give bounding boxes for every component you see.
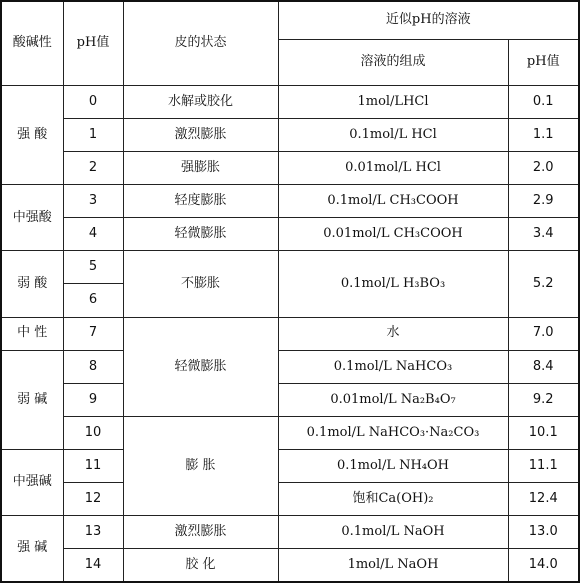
table-row	[1, 85, 579, 118]
value-cell: 13.0	[508, 516, 579, 549]
table-row	[1, 152, 579, 185]
value-cell: 9.2	[508, 383, 579, 416]
solution-cell: 0.01mol/L HCl	[278, 152, 508, 185]
solution-cell: 0.1mol/L H₃BO₃	[278, 251, 508, 317]
solution-cell: 0.01mol/L CH₃COOH	[278, 218, 508, 251]
value-cell: 12.4	[508, 483, 579, 516]
solution-cell: 0.1mol/L NaOH	[278, 516, 508, 549]
state-cell: 膨 胀	[123, 416, 278, 515]
table-row	[1, 449, 579, 482]
table-row	[1, 416, 579, 449]
ph-cell: 8	[63, 350, 123, 383]
ph2-header: pH值	[508, 39, 579, 85]
composition-header: 溶液的组成	[278, 39, 508, 85]
state-header: 皮的状态	[123, 1, 278, 85]
solution-cell: 水	[278, 317, 508, 350]
ph-cell: 10	[63, 416, 123, 449]
ph-cell: 12	[63, 483, 123, 516]
value-cell: 8.4	[508, 350, 579, 383]
state-cell: 水解或胶化	[123, 85, 278, 118]
value-cell: 0.1	[508, 85, 579, 118]
table-row	[1, 251, 579, 284]
table-row	[1, 383, 579, 416]
table-row	[1, 317, 579, 350]
state-cell: 胶 化	[123, 549, 278, 582]
ph-cell: 6	[63, 284, 123, 317]
ph-header: pH值	[63, 1, 123, 85]
solution-cell: 1mol/L NaOH	[278, 549, 508, 582]
solution-cell: 饱和Ca(OH)₂	[278, 483, 508, 516]
ph-cell: 0	[63, 85, 123, 118]
table-row	[1, 549, 579, 582]
approx-solution-header: 近似pH的溶液	[278, 1, 579, 39]
solution-cell: 0.1mol/L HCl	[278, 118, 508, 151]
group-medium-strong-acid: 中强酸	[1, 185, 63, 251]
solution-cell: 0.1mol/L NaHCO₃·Na₂CO₃	[278, 416, 508, 449]
group-neutral: 中 性	[1, 317, 63, 350]
state-cell: 强膨胀	[123, 152, 278, 185]
ph-cell: 5	[63, 251, 123, 284]
solution-cell: 1mol/LHCl	[278, 85, 508, 118]
ph-cell: 13	[63, 516, 123, 549]
ph-cell: 2	[63, 152, 123, 185]
ph-cell: 14	[63, 549, 123, 582]
value-cell: 5.2	[508, 251, 579, 317]
group-weak-acid: 弱 酸	[1, 251, 63, 317]
value-cell: 10.1	[508, 416, 579, 449]
state-cell: 轻微膨胀	[123, 317, 278, 416]
ph-cell: 4	[63, 218, 123, 251]
value-cell: 2.9	[508, 185, 579, 218]
value-cell: 3.4	[508, 218, 579, 251]
solution-cell: 0.01mol/L Na₂B₄O₇	[278, 383, 508, 416]
group-medium-strong-base: 中强碱	[1, 449, 63, 515]
group-strong-acid: 强 酸	[1, 85, 63, 184]
acidity-header: 酸碱性	[1, 1, 63, 85]
ph-cell: 1	[63, 118, 123, 151]
table-row	[1, 516, 579, 549]
group-strong-base: 强 碱	[1, 516, 63, 582]
solution-cell: 0.1mol/L CH₃COOH	[278, 185, 508, 218]
state-cell: 轻度膨胀	[123, 185, 278, 218]
value-cell: 11.1	[508, 449, 579, 482]
table-row	[1, 118, 579, 151]
table-row	[1, 350, 579, 383]
solution-cell: 0.1mol/L NaHCO₃	[278, 350, 508, 383]
ph-cell: 7	[63, 317, 123, 350]
state-cell: 激烈膨胀	[123, 516, 278, 549]
solution-cell: 0.1mol/L NH₄OH	[278, 449, 508, 482]
table-row	[1, 185, 579, 218]
group-weak-base: 弱 碱	[1, 350, 63, 449]
table-row	[1, 483, 579, 516]
header-row-1	[1, 1, 579, 39]
value-cell: 1.1	[508, 118, 579, 151]
ph-cell: 9	[63, 383, 123, 416]
state-cell: 轻微膨胀	[123, 218, 278, 251]
ph-cell: 11	[63, 449, 123, 482]
value-cell: 7.0	[508, 317, 579, 350]
table-row	[1, 218, 579, 251]
state-cell: 激烈膨胀	[123, 118, 278, 151]
value-cell: 14.0	[508, 549, 579, 582]
ph-cell: 3	[63, 185, 123, 218]
value-cell: 2.0	[508, 152, 579, 185]
state-cell: 不膨胀	[123, 251, 278, 317]
